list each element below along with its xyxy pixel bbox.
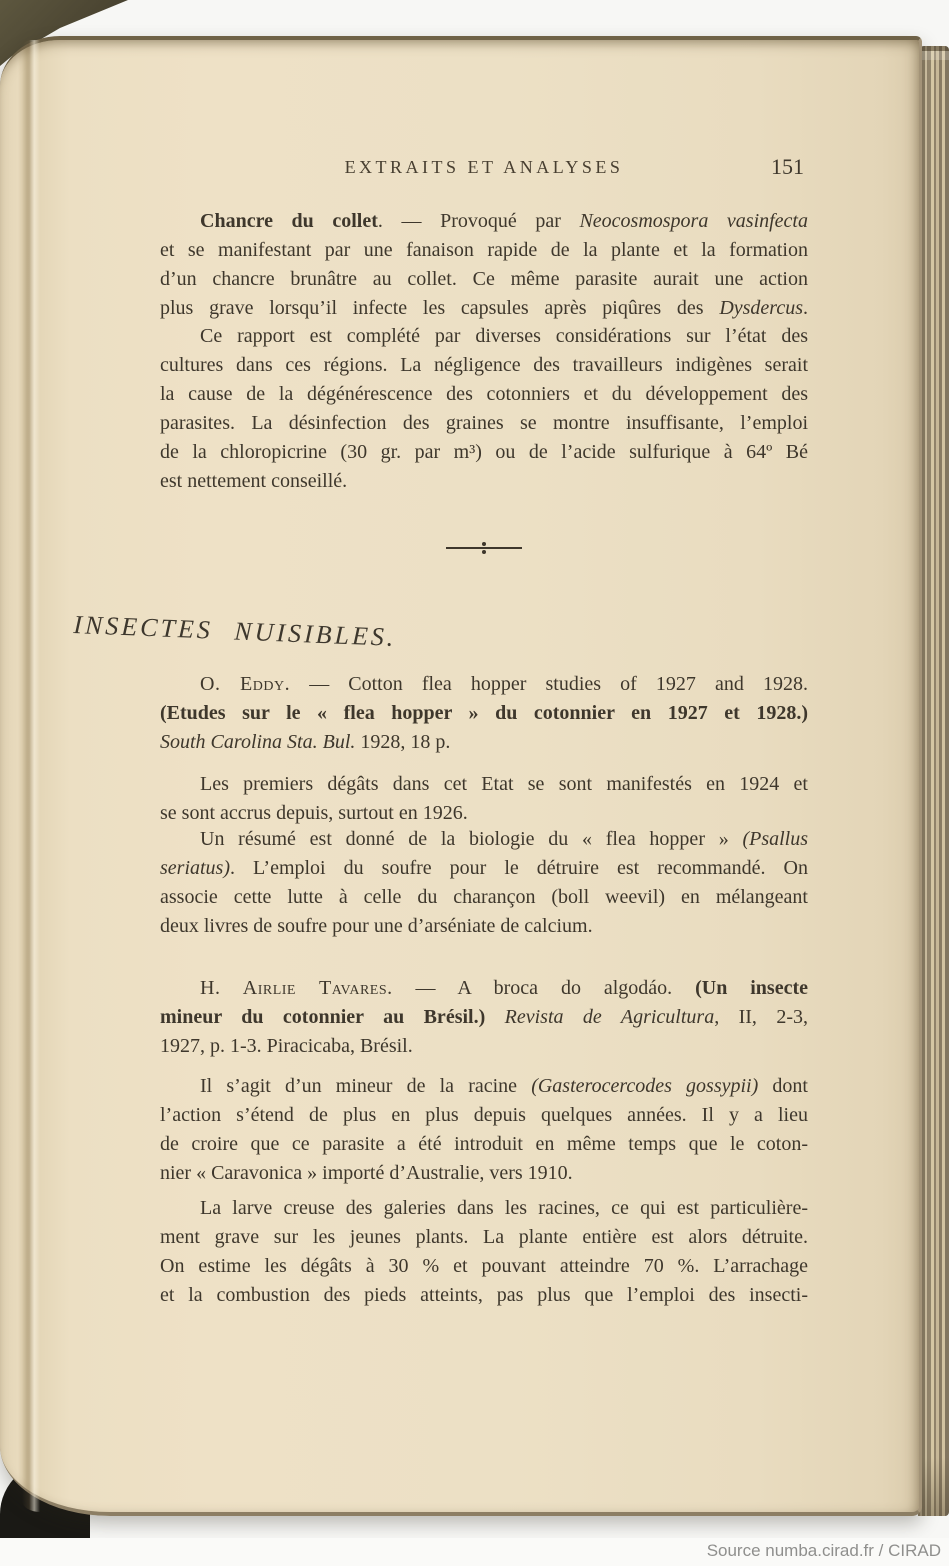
running-header-title: EXTRAITS ET ANALYSES [344,157,624,177]
citation-tavares: H. Airlie Tavares. — A broca do algodáo. (Un insecte mineur du cotonnier au Brésil.) Revista de Agricultura, II, 2-3, 1927, p. 1-3. Piracicaba, Brésil. [160,977,809,1057]
paragraph-eddy-2: Un résumé est donné de la biologie du « flea hopper » (Psallus seriatus). L’emploi du soufre pour le détruire est recommandé. On associe cette lutte à celle du charançon (boll weevil) en mélangeant deux livres de soufre pour une d’arséniate de calcium. [160,828,808,937]
paragraph-chancre-1: Chancre du collet. — Provoqué par Neocosmospora vasinfecta et se manifestant par une fanaison rapide de la plante et la formation d’un chancre brunâtre au collet. Ce même parasite aurait une action plus grave lorsqu’il infecte les capsules après piqûres des Dysdercus. [160,210,808,319]
source-attribution-text: Source numba.cirad.fr / CIRAD [706,1541,941,1560]
divider-dot [482,550,486,554]
gutter-crease [22,40,40,1512]
book-page [0,36,922,1516]
divider-dot [482,542,486,546]
divider-rule [446,547,522,549]
page-edge-stack [918,46,949,1516]
page-number: 151 [771,154,804,179]
section-divider [160,542,808,554]
source-attribution-bar [0,1538,949,1566]
paragraph-chancre-2: Ce rapport est complété par diverses considérations sur l’état des cultures dans ces régions. La négligence des travailleurs indigènes serait la cause de la dégénérescence des cotonniers et du développement des parasites. La désinfection des graines se montre insuffisante, l’emploi de la chloropicrine (30 gr. par m³) ou de l’acide sulfurique à 64º Bé est nettement conseillé. [160,325,808,492]
paragraph-eddy-1: Les premiers dégâts dans cet Etat se sont manifestés en 1924 et se sont accrus depuis, surtout en 1926. [160,773,808,824]
citation-eddy: O. Eddy. — Cotton flea hopper studies of 1927 and 1928. (Etudes sur le « flea hopper » du cotonnier en 1927 et 1928.) South Carolina Sta. Bul. 1928, 18 p. [160,673,808,753]
running-header [160,154,808,184]
paragraph-tavares-1: Il s’agit d’un mineur de la racine (Gasterocercodes gossypii) dont l’action s’étend de plus en plus depuis quelques années. Il y a lieu de croire que ce parasite a été introduit en même temps que le coton- nier « Caravonica » importé d’Australie, vers 1910. [160,1075,808,1184]
section-heading: INSECTES NUISIBLES. [72,610,397,652]
paragraph-tavares-2: La larve creuse des galeries dans les racines, ce qui est particulière- ment grave sur les jeunes plants. La plante entière est alors détruite. On estime les dégâts à 30 % et pouvant atteindre 70 %. L’arrachage et la combustion des pieds atteints, pas plus que l’emploi des insecti- [160,1197,808,1306]
